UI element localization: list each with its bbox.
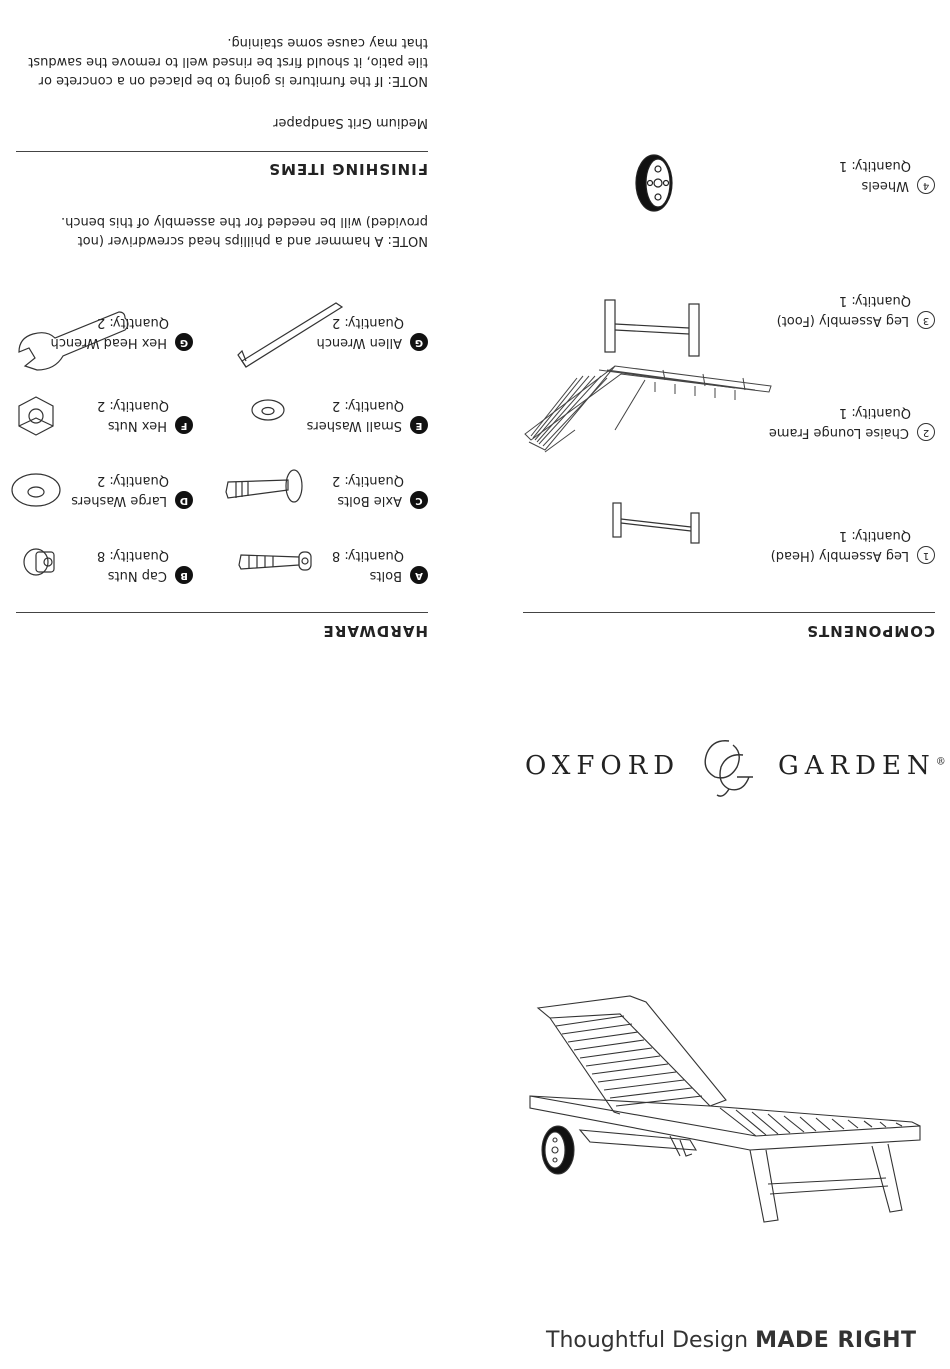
badge-3: 3 bbox=[917, 311, 935, 329]
component-item-3 bbox=[777, 290, 935, 330]
bolt-icon bbox=[233, 542, 313, 582]
tagline-bold: MADE RIGHT bbox=[755, 1328, 917, 1353]
item-label: Small Washers bbox=[306, 418, 402, 433]
badge-4: 4 bbox=[917, 176, 935, 194]
og-monogram-icon bbox=[695, 733, 765, 803]
hardware-item-b bbox=[97, 545, 193, 585]
hardware-item-c bbox=[332, 470, 428, 510]
hardware-item-d bbox=[71, 470, 193, 510]
item-label: Hex Nuts bbox=[107, 418, 167, 433]
item-quantity: Quantity: 1 bbox=[838, 293, 911, 308]
hardware-divider bbox=[16, 612, 428, 613]
item-quantity: Quantity: 1 bbox=[838, 405, 911, 420]
item-label: Leg Assembly (Foot) bbox=[776, 313, 909, 328]
badge-1: 1 bbox=[917, 546, 935, 564]
item-label: Wheels bbox=[861, 178, 909, 193]
item-quantity: Quantity: 2 bbox=[96, 398, 169, 413]
hardware-item-a bbox=[332, 545, 428, 585]
badge-d: D bbox=[175, 491, 193, 509]
item-quantity: Quantity: 1 bbox=[838, 158, 911, 173]
badge-g-2: G bbox=[175, 333, 193, 351]
item-quantity: Quantity: 2 bbox=[331, 398, 404, 413]
small-washer-icon bbox=[248, 395, 288, 425]
badge-f: F bbox=[175, 416, 193, 434]
badge-b: B bbox=[175, 566, 193, 584]
components-heading: COMPONENTS bbox=[806, 622, 935, 640]
finishing-divider bbox=[16, 151, 428, 152]
item-label: Leg Assembly (Head) bbox=[770, 548, 909, 563]
badge-a: A bbox=[410, 566, 428, 584]
item-quantity: Quantity: 8 bbox=[331, 548, 404, 563]
axle-bolt-icon bbox=[218, 462, 308, 512]
chaise-lounge-frame-icon bbox=[520, 360, 775, 470]
badge-e: E bbox=[410, 416, 428, 434]
cap-nut-icon bbox=[18, 544, 58, 580]
leg-assembly-head-icon bbox=[605, 500, 705, 545]
item-label: Hex Head Wrench bbox=[50, 335, 167, 350]
registered-mark: ® bbox=[935, 756, 946, 768]
inverted-parts-panel bbox=[0, 0, 950, 660]
chaise-lounge-illustration bbox=[520, 990, 930, 1230]
item-label: Cap Nuts bbox=[107, 568, 167, 583]
item-label: Allen Wrench bbox=[316, 335, 402, 350]
tagline-light: Thoughtful Design bbox=[546, 1328, 749, 1353]
logo-text-right bbox=[778, 751, 946, 781]
hex-head-wrench-icon bbox=[13, 303, 133, 378]
finishing-note: NOTE: If the furniture is going to be placed on a concrete or tile patio, it should first be rinsed well to remove the sawdust that may cause some staining. bbox=[28, 35, 428, 88]
logo-text-left: OXFORD bbox=[525, 751, 681, 781]
hardware-item-e bbox=[307, 395, 428, 435]
badge-2: 2 bbox=[917, 423, 935, 441]
component-item-1 bbox=[771, 525, 935, 565]
component-item-2 bbox=[769, 402, 935, 442]
item-quantity: Quantity: 2 bbox=[96, 473, 169, 488]
item-label: Axle Bolts bbox=[337, 493, 402, 508]
tagline bbox=[546, 1328, 917, 1353]
finishing-heading: FINISHING ITEMS bbox=[268, 160, 428, 178]
item-quantity: Quantity: 1 bbox=[838, 528, 911, 543]
hardware-heading: HARDWARE bbox=[322, 622, 428, 640]
leg-assembly-foot-icon bbox=[595, 295, 705, 360]
item-label: Chaise Lounge Frame bbox=[768, 425, 909, 440]
component-item-4 bbox=[839, 155, 935, 195]
components-divider bbox=[523, 612, 935, 613]
wheel-icon bbox=[630, 150, 680, 215]
large-washer-icon bbox=[8, 470, 63, 510]
logo-word-garden: GARDEN bbox=[778, 751, 936, 781]
hardware-item-f bbox=[97, 395, 193, 435]
item-quantity: Quantity: 2 bbox=[331, 473, 404, 488]
item-label: Bolts bbox=[369, 568, 402, 583]
hardware-note: NOTE: A hammer and a phillips head screwdriver (not provided) will be needed for the assembly of this bench. bbox=[61, 214, 428, 248]
item-label: Large Washers bbox=[71, 493, 167, 508]
allen-wrench-icon bbox=[231, 295, 346, 375]
item-quantity: Quantity: 8 bbox=[96, 548, 169, 563]
oxford-garden-logo bbox=[0, 733, 950, 803]
badge-c: C bbox=[410, 491, 428, 509]
item-quantity: Quantity: 2 bbox=[331, 315, 404, 330]
badge-g: G bbox=[410, 333, 428, 351]
hex-nut-icon bbox=[14, 394, 58, 438]
finishing-item: Medium Grit Sandpaper bbox=[273, 115, 428, 130]
item-quantity: Quantity: 2 bbox=[96, 315, 169, 330]
